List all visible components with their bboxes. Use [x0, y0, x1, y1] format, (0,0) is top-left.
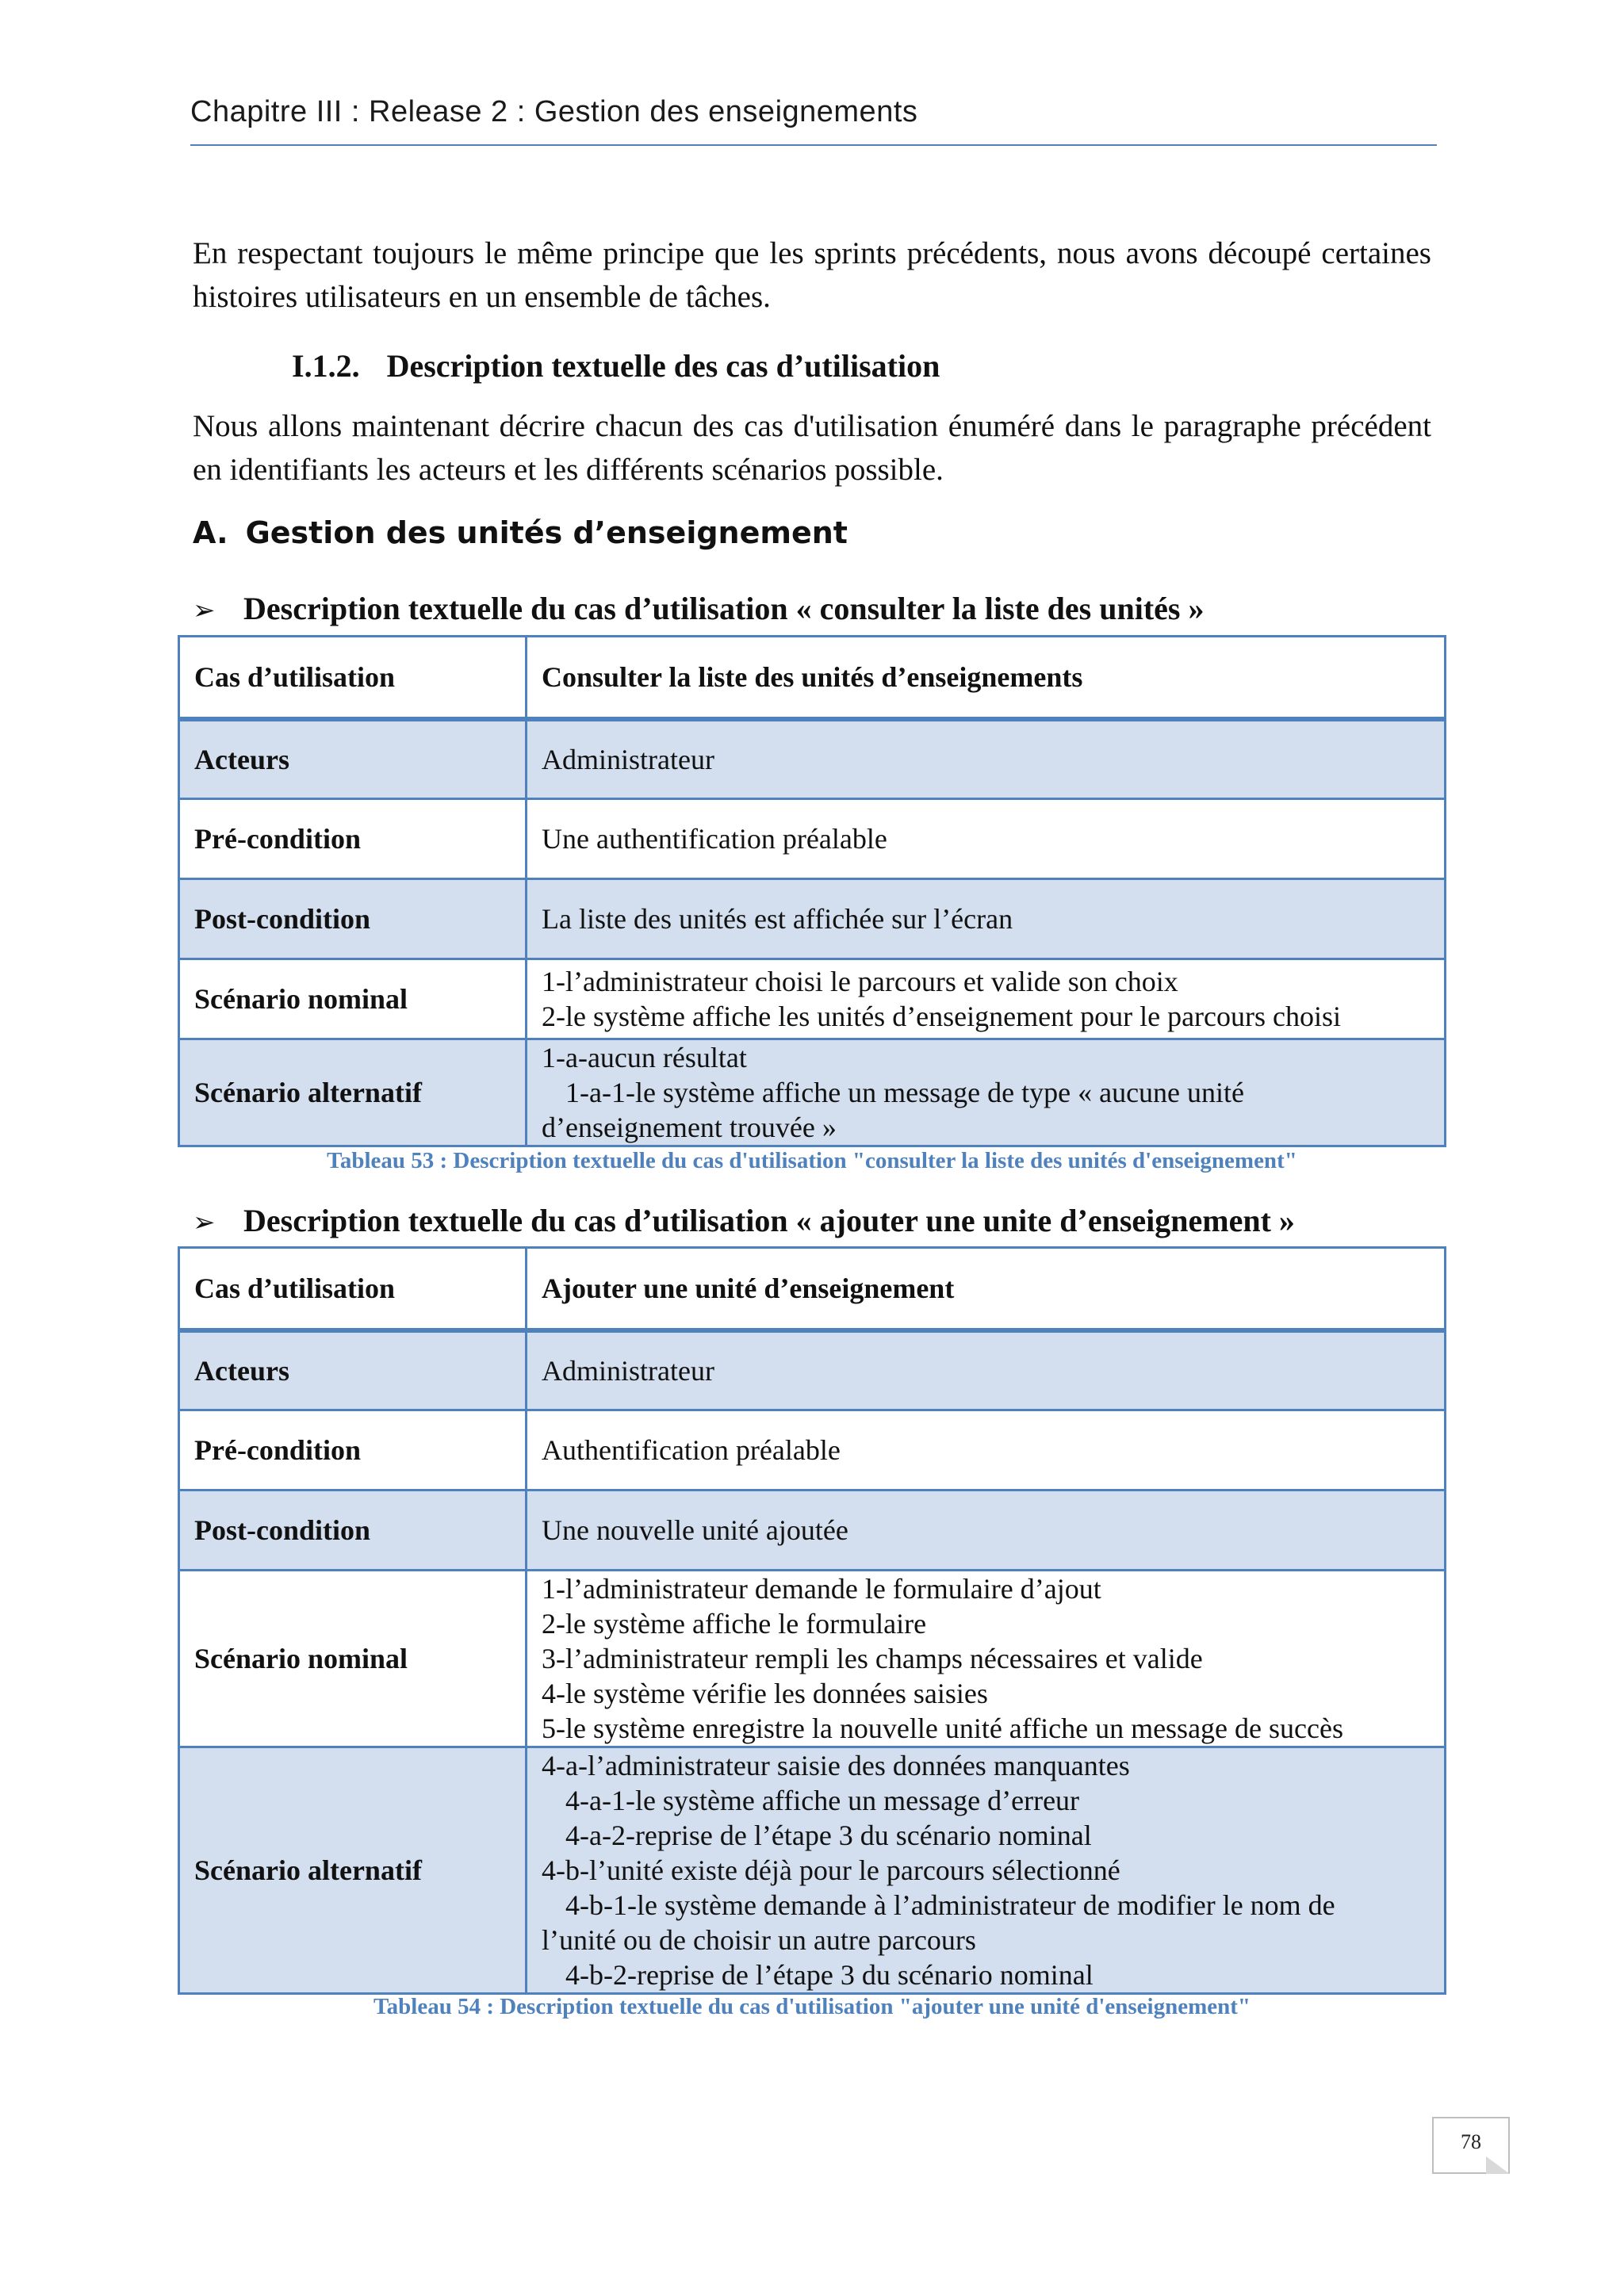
table-2-caption: Tableau 54 : Description textuelle du cas d'utilisation "ajouter une unité d'enseignement" [373, 1994, 1251, 2019]
scenario-line: 1-l’administrateur demande le formulaire d’ajout [542, 1573, 1101, 1605]
cell-value: Ajouter une unité d’enseignement [527, 1248, 1446, 1330]
scenario-line: 4-le système vérifie les données saisies [542, 1678, 988, 1709]
cell-label: Post-condition [179, 879, 527, 959]
table-row [179, 1039, 1446, 1146]
scenario-line: 4-a-2-reprise de l’étape 3 du scénario nominal [565, 1820, 1092, 1851]
page-number: 78 [1461, 2130, 1481, 2153]
cell-value: Une authentification préalable [527, 799, 1446, 879]
table-1-title [193, 590, 1204, 627]
page-number-box [1432, 2117, 1510, 2174]
scenario-line: 2-le système affiche le formulaire [542, 1608, 927, 1640]
subheading-number: I.1.2. [292, 348, 360, 384]
cell-label: Scénario nominal [179, 959, 527, 1039]
cell-label: Pré-condition [179, 1410, 527, 1490]
scenario-line: 1-a-1-le système affiche un message de type « aucune unité [565, 1077, 1245, 1108]
table-row [179, 879, 1446, 959]
cell-label: Scénario alternatif [179, 1747, 527, 1994]
cell-label: Post-condition [179, 1490, 527, 1571]
scenario-line: 5-le système enregistre la nouvelle unité affiche un message de succès [542, 1712, 1343, 1744]
scenario-line: 1-l’administrateur choisi le parcours et valide son choix [542, 966, 1178, 997]
cell-value: Administrateur [527, 719, 1446, 799]
scenario-line: 4-a-l’administrateur saisie des données manquantes [542, 1750, 1130, 1781]
scenario-line: d’enseignement trouvée » [542, 1112, 837, 1143]
subheading [292, 347, 940, 385]
table-row [179, 1330, 1446, 1410]
cell-label: Scénario alternatif [179, 1039, 527, 1146]
cell-value: La liste des unités est affichée sur l’écran [527, 879, 1446, 959]
cell-value: Administrateur [527, 1330, 1446, 1410]
header-rule [190, 144, 1437, 146]
cell-value: Authentification préalable [527, 1410, 1446, 1490]
cell-value [527, 1571, 1446, 1747]
scenario-line: l’unité ou de choisir un autre parcours [542, 1924, 976, 1956]
use-case-table-2 [178, 1246, 1446, 1995]
cell-label: Acteurs [179, 719, 527, 799]
table-row [179, 1747, 1446, 1994]
arrow-bullet-icon: ➢ [193, 595, 216, 626]
cell-value [527, 959, 1446, 1039]
table-1-title-text: Description textuelle du cas d’utilisation « consulter la liste des unités » [243, 591, 1205, 626]
table-row [179, 1410, 1446, 1490]
description-paragraph: Nous allons maintenant décrire chacun des cas d'utilisation énuméré dans le paragraphe précédent en identifiants les acteurs et les différents scénarios possible. [193, 409, 1431, 487]
table-row [179, 959, 1446, 1039]
table-row [179, 799, 1446, 879]
page-header: Chapitre III : Release 2 : Gestion des enseignements [190, 95, 918, 128]
cell-value [527, 1747, 1446, 1994]
section-letter: A. [193, 515, 228, 550]
scenario-line: 4-b-1-le système demande à l’administrateur de modifier le nom de [565, 1889, 1335, 1921]
table-row [179, 637, 1446, 719]
cell-value [527, 1039, 1446, 1146]
page-fold-corner [1486, 2156, 1510, 2174]
cell-label: Cas d’utilisation [179, 1248, 527, 1330]
table-2-title-text: Description textuelle du cas d’utilisation « ajouter une unite d’enseignement » [243, 1203, 1295, 1238]
cell-label: Pré-condition [179, 799, 527, 879]
cell-value: Une nouvelle unité ajoutée [527, 1490, 1446, 1571]
cell-label: Scénario nominal [179, 1571, 527, 1747]
intro-paragraph: En respectant toujours le même principe que les sprints précédents, nous avons découpé certaines histoires utilisateurs en un ensemble de tâches. [193, 236, 1431, 314]
section-heading [193, 515, 848, 550]
arrow-bullet-icon: ➢ [193, 1207, 216, 1238]
section-title: Gestion des unités d’enseignement [245, 515, 848, 550]
scenario-line: 2-le système affiche les unités d’enseignement pour le parcours choisi [542, 1001, 1342, 1032]
table-1-caption: Tableau 53 : Description textuelle du cas d'utilisation "consulter la liste des unités d'enseignement" [327, 1148, 1297, 1173]
table-row [179, 1490, 1446, 1571]
use-case-table-1 [178, 635, 1446, 1147]
cell-label: Acteurs [179, 1330, 527, 1410]
scenario-line: 3-l’administrateur rempli les champs nécessaires et valide [542, 1643, 1203, 1674]
table-row [179, 719, 1446, 799]
table-row [179, 1571, 1446, 1747]
scenario-line: 4-a-1-le système affiche un message d’erreur [565, 1785, 1080, 1816]
scenario-line: 4-b-2-reprise de l’étape 3 du scénario nominal [565, 1959, 1094, 1991]
subheading-title: Description textuelle des cas d’utilisation [386, 348, 940, 384]
cell-value: Consulter la liste des unités d’enseignements [527, 637, 1446, 719]
table-row [179, 1248, 1446, 1330]
table-2-title [193, 1202, 1295, 1239]
cell-label: Cas d’utilisation [179, 637, 527, 719]
scenario-line: 4-b-l’unité existe déjà pour le parcours sélectionné [542, 1854, 1120, 1886]
scenario-line: 1-a-aucun résultat [542, 1042, 747, 1073]
